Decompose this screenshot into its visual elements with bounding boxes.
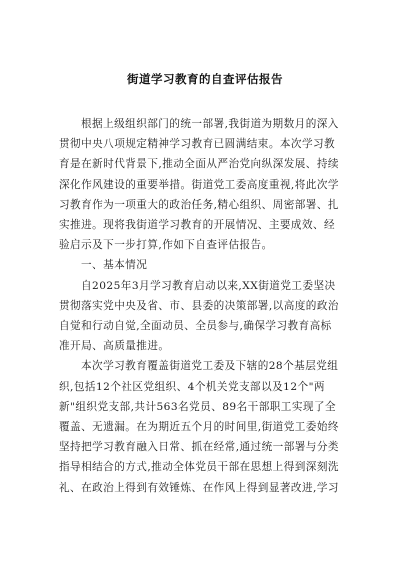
body-line: 准开局、高质量推进。 [59, 340, 170, 353]
document-title: 街道学习教育的自查评估报告 [127, 72, 283, 86]
body-line: 实推进。现将我街道学习教育的开展情况、主要成效、经 [59, 219, 336, 232]
body-line: 贯彻中央八项规定精神学习教育已圆满结束。本次学习教 [59, 138, 336, 151]
body-line: 根据上级组织部门的统一部署,我街道为期数月的深入 [81, 118, 339, 130]
body-line: 深化作风建设的重要举措。街道党工委高度重视,将此次学 [59, 178, 339, 191]
body-line: 习教育作为一项重大的政治任务,精心组织、周密部署、扎 [59, 198, 339, 211]
body-line: 贯彻落实党中央及省、市、县委的决策部署,以高度的政治 [59, 299, 339, 312]
body-line: 覆盖、无遗漏。在为期近五个月的时间里,街道党工委始终 [59, 421, 339, 434]
body-line: 自觉和行动自觉,全面动员、全员参与,确保学习教育高标 [59, 320, 332, 333]
body-line: 验启示及下一步打算,作如下自查评估报告。 [59, 239, 273, 252]
body-line: 自2025年3月学习教育启动以来,XX街道党工委坚决 [81, 279, 336, 292]
body-line: 指导相结合的方式,推动全体党员干部在思想上得到深刻洗 [59, 461, 339, 474]
body-line: 新"组织党支部,共计563名党员、89名干部职工实现了全 [59, 400, 337, 413]
body-line: 织,包括12个社区党组织、4个机关党支部以及12个"两 [59, 380, 325, 393]
document-body [59, 114, 351, 498]
section-heading: 一、基本情况 [81, 259, 148, 272]
body-line: 礼、在政治上得到有效锤炼、在作风上得到显著改进,学习 [59, 481, 339, 494]
body-line: 本次学习教育覆盖街道党工委及下辖的28个基层党组 [81, 360, 339, 373]
body-line: 坚持把学习教育融入日常、抓在经常,通过统一部署与分类 [59, 441, 339, 454]
body-line: 育是在新时代背景下,推动全面从严治党向纵深发展、持续 [59, 158, 339, 171]
